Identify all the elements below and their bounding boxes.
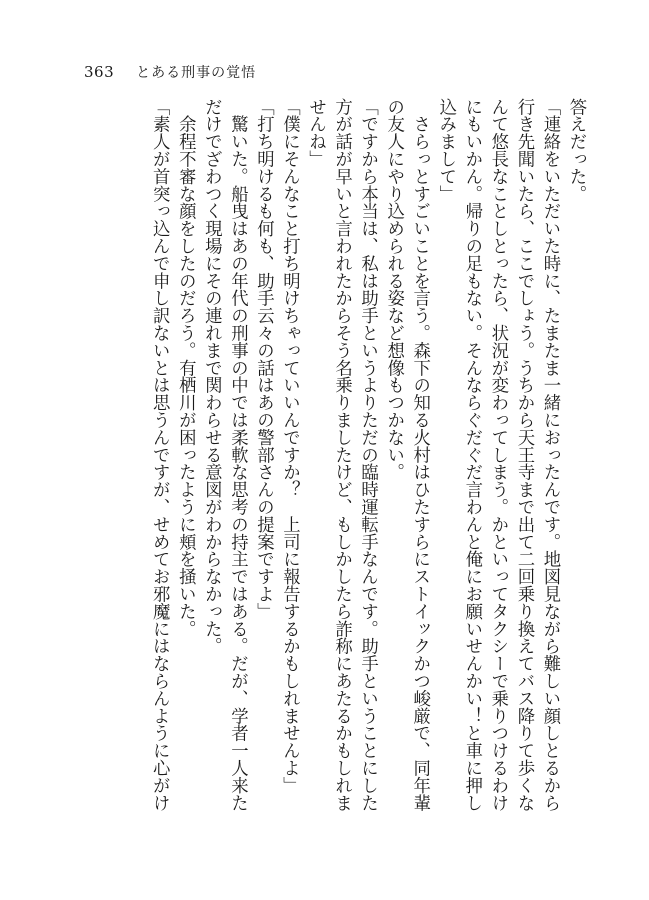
page-number: 363 (84, 63, 115, 81)
text-line: 驚いた。船曳はあの年代の刑事の中では柔軟な思考の持主ではある。だが、学者一人来た (227, 98, 248, 812)
text-line: だけでざわつく現場にその連れまで関わらせる意図がわからなかった。 (201, 98, 222, 655)
text-line: 余程不審な顔をしたのだろう。有栖川が困ったように頬を掻いた。 (175, 98, 196, 638)
text-line: にもいかん。帰りの足もない。そんならぐだぐだ言わんと俺にお願いせんかい！と車に押し (461, 98, 482, 812)
text-line: 込みまして」 (435, 98, 456, 203)
text-line: 「僕にそんなこと打ち明けちゃっていいんですか？ 上司に報告するかもしれませんよ」 (279, 98, 300, 794)
page-header (84, 62, 256, 82)
text-line: 「ですから本当は、私は助手というよりただの臨時運転手なんです。助手ということにした (357, 98, 378, 812)
text-line: 方が話が早いと言われたからそう名乗りましたけど、もしかしたら詐称にあたるかもしれま (331, 98, 352, 812)
running-title: とある刑事の覚悟 (136, 65, 257, 81)
body-text (89, 98, 589, 866)
text-line: せんね」 (305, 98, 326, 168)
text-line: さらっとすごいことを言う。森下の知る火村はひたすらにストイックかつ峻厳で、同年輩 (409, 98, 430, 812)
text-line: の友人にやり込められる姿など想像もつかない。 (383, 98, 404, 481)
text-line: 「打ち明けるも何も、助手云々の話はあの警部さんの提案ですよ」 (253, 98, 274, 620)
text-line: んて悠長なことしとったら、状況が変わってしまう。かといってタクシーで乗りつけるわけ (487, 98, 508, 812)
text-line: 行き先聞いたら、ここでしょう。うちから天王寺まで出て二回乗り換えてバス降りて歩くな (513, 98, 534, 812)
text-line: 「連絡をいただいた時に、たまたま一緒におったんです。地図見ながら難しい顔しとるから (539, 98, 560, 812)
text-line: 「素人が首突っ込んで申し訳ないとは思うんですが、せめてお邪魔にはならんように心がけ (149, 98, 170, 812)
text-line: 答えだった。 (566, 98, 586, 203)
